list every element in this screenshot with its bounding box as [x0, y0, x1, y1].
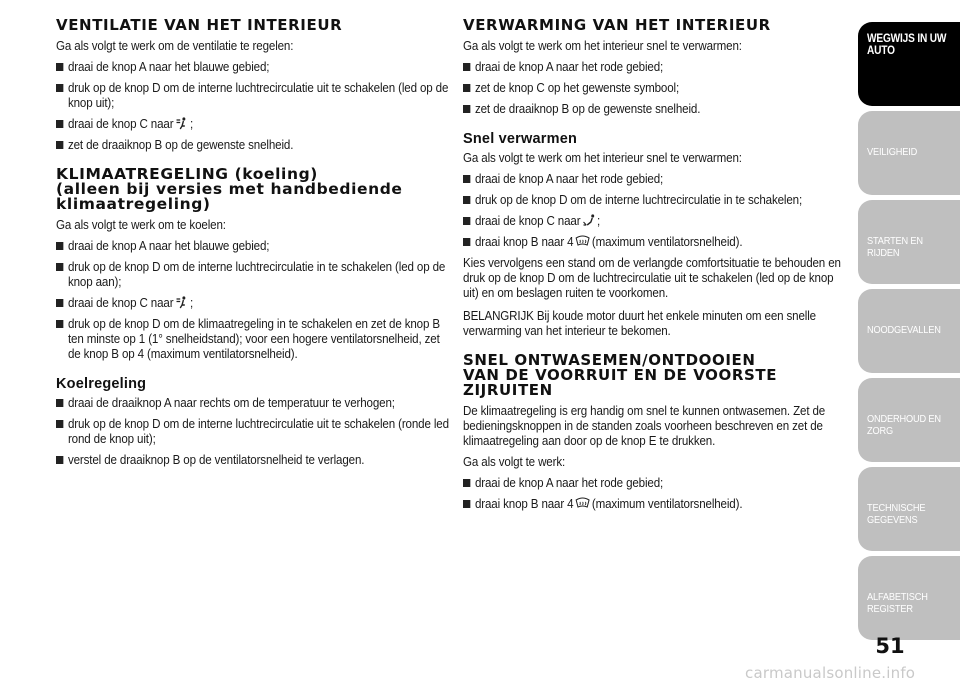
list-item: [56, 117, 452, 132]
list-item: druk op de knop D om de interne luchtrecirculatie uit te schakelen (led op de knop uit);: [56, 81, 452, 111]
list-item: draai de knop A naar het rode gebied;: [463, 476, 846, 491]
title-line: klimaatregeling): [56, 195, 211, 213]
tab-label: WEGWIJS IN UW AUTO: [867, 33, 947, 57]
list-item: druk op de knop D om de interne luchtrecirculatie uit te schakelen (ronde led rond de knop uit);: [56, 417, 452, 447]
step-list: [463, 172, 845, 250]
list-item: zet de knop C op het gewenste symbool;: [463, 81, 846, 96]
list-item: [56, 296, 452, 311]
list-item-text: draai de knop C naar: [474, 214, 581, 228]
list-item-text: draai knop B naar 4: [474, 497, 574, 511]
list-item: draai de knop A naar het rode gebied;: [463, 172, 846, 187]
section-verwarming: [463, 18, 845, 117]
windshield-defrost-icon: [575, 235, 590, 248]
list-item: draai de knop A naar het blauwe gebied;: [56, 60, 452, 75]
step-list: [56, 60, 449, 153]
subsection-title: Koelregeling: [56, 376, 147, 392]
list-item: [463, 497, 846, 512]
step-list: [463, 60, 845, 117]
section-title: VENTILATIE VAN HET INTERIEUR: [56, 16, 343, 34]
ventilation-feet-icon: [582, 214, 595, 227]
title-line: KLIMAATREGELING (koeling): [56, 165, 318, 183]
section-ventilatie: [56, 16, 449, 153]
right-column: [463, 18, 845, 526]
step-list: [463, 476, 845, 512]
page-number: 51: [875, 634, 905, 658]
title-line: VAN DE VOORRUIT EN DE VOORSTE: [463, 366, 778, 384]
list-item: draai de knop A naar het blauwe gebied;: [56, 239, 452, 254]
list-item-text: draai knop B naar 4: [474, 235, 574, 249]
note-text: Kies vervolgens een stand om de verlangde comfortsituatie te behouden en druk op de knop D om de luchtrecirculatie uit te schakelen (led op de knop uit) en om beslagen ruiten te voorkomen.: [463, 256, 841, 300]
section-title: [463, 353, 845, 398]
ventilation-face-icon: [175, 296, 188, 309]
list-item-text: draai de knop C naar: [67, 117, 174, 131]
important-note: BELANGRIJK Bij koude motor duurt het enkele minuten om een snelle verwarming van het interieur te bekomen.: [463, 309, 816, 338]
section-intro: Ga als volgt te werk om te koelen:: [56, 218, 226, 232]
title-line: ZIJRUITEN: [463, 381, 553, 399]
section-intro: Ga als volgt te werk:: [463, 455, 566, 469]
list-item: zet de draaiknop B op de gewenste snelheid.: [463, 102, 846, 117]
step-list: [56, 239, 446, 362]
section-title: [56, 167, 446, 212]
subsection-title: Snel verwarmen: [463, 131, 578, 147]
list-item-suffix: ;: [189, 296, 194, 310]
list-item: druk op de knop D om de interne luchtrecirculatie in te schakelen;: [463, 193, 846, 208]
tab-alfabetisch-register[interactable]: [858, 556, 960, 640]
section-intro: Ga als volgt te werk om het interieur snel te verwarmen:: [463, 151, 742, 165]
list-item: druk op de knop D om de klimaatregeling in te schakelen en zet de knop B ten minste op 1 (1° snelheidstand); voor een hogere ventilatorsnelheid, zet de knop B op 4 (maximum ventilatorsnelheid).: [56, 317, 452, 362]
tab-wegwijs[interactable]: [858, 22, 960, 106]
list-item: [463, 235, 846, 250]
tab-technische-gegevens[interactable]: [858, 467, 960, 551]
chapter-tabs: [858, 22, 960, 645]
tab-onderhoud-en-zorg[interactable]: [858, 378, 960, 462]
section-intro: Ga als volgt te werk om het interieur snel te verwarmen:: [463, 39, 742, 53]
tab-label: TECHNISCHE GEGEVENS: [867, 502, 926, 526]
list-item: druk op de knop D om de interne luchtrecirculatie in te schakelen (led op de knop aan);: [56, 260, 452, 290]
list-item: verstel de draaiknop B op de ventilatorsnelheid te verlagen.: [56, 453, 452, 468]
section-koelregeling: [56, 376, 449, 468]
tab-label: ONDERHOUD EN ZORG: [867, 413, 941, 437]
list-item-suffix: (maximum ventilatorsnelheid).: [591, 235, 743, 249]
section-intro: Ga als volgt te werk om de ventilatie te regelen:: [56, 39, 294, 53]
title-line: (alleen bij versies met handbediende: [56, 180, 403, 198]
list-item-suffix: (maximum ventilatorsnelheid).: [591, 497, 743, 511]
list-item: zet de draaiknop B op de gewenste snelheid.: [56, 138, 452, 153]
step-list: [56, 396, 449, 468]
section-ontwasemen: [463, 353, 845, 512]
tab-noodgevallen[interactable]: [858, 289, 960, 373]
section-klimaatregeling: [56, 167, 446, 362]
list-item-text: draai de knop C naar: [67, 296, 174, 310]
tab-label: ALFABETISCH REGISTER: [867, 591, 928, 615]
tab-veiligheid[interactable]: [858, 111, 960, 195]
tab-label: STARTEN EN RIJDEN: [867, 235, 923, 259]
left-column: [56, 16, 449, 482]
list-item-suffix: ;: [189, 117, 194, 131]
list-item: draai de draaiknop A naar rechts om de temperatuur te verhogen;: [56, 396, 452, 411]
tab-label: NOODGEVALLEN: [867, 324, 941, 336]
title-line: SNEL ONTWASEMEN/ONTDOOIEN: [463, 351, 756, 369]
section-body: De klimaatregeling is erg handig om snel te kunnen ontwasemen. Zet de bedieningsknoppen in de standen zoals voorheen beschreven en zet de klimaatregeling aan door op de knop E te drukken.: [463, 404, 826, 448]
ventilation-face-icon: [175, 117, 188, 130]
tab-label: VEILIGHEID: [867, 146, 918, 158]
list-item-suffix: ;: [596, 214, 601, 228]
list-item: draai de knop A naar het rode gebied;: [463, 60, 846, 75]
tab-starten-en-rijden[interactable]: [858, 200, 960, 284]
section-snel-verwarmen: [463, 131, 845, 339]
list-item: [463, 214, 846, 229]
windshield-defrost-icon: [575, 497, 590, 510]
section-title: VERWARMING VAN HET INTERIEUR: [463, 16, 771, 34]
watermark: carmanualsonline.info: [745, 664, 916, 682]
